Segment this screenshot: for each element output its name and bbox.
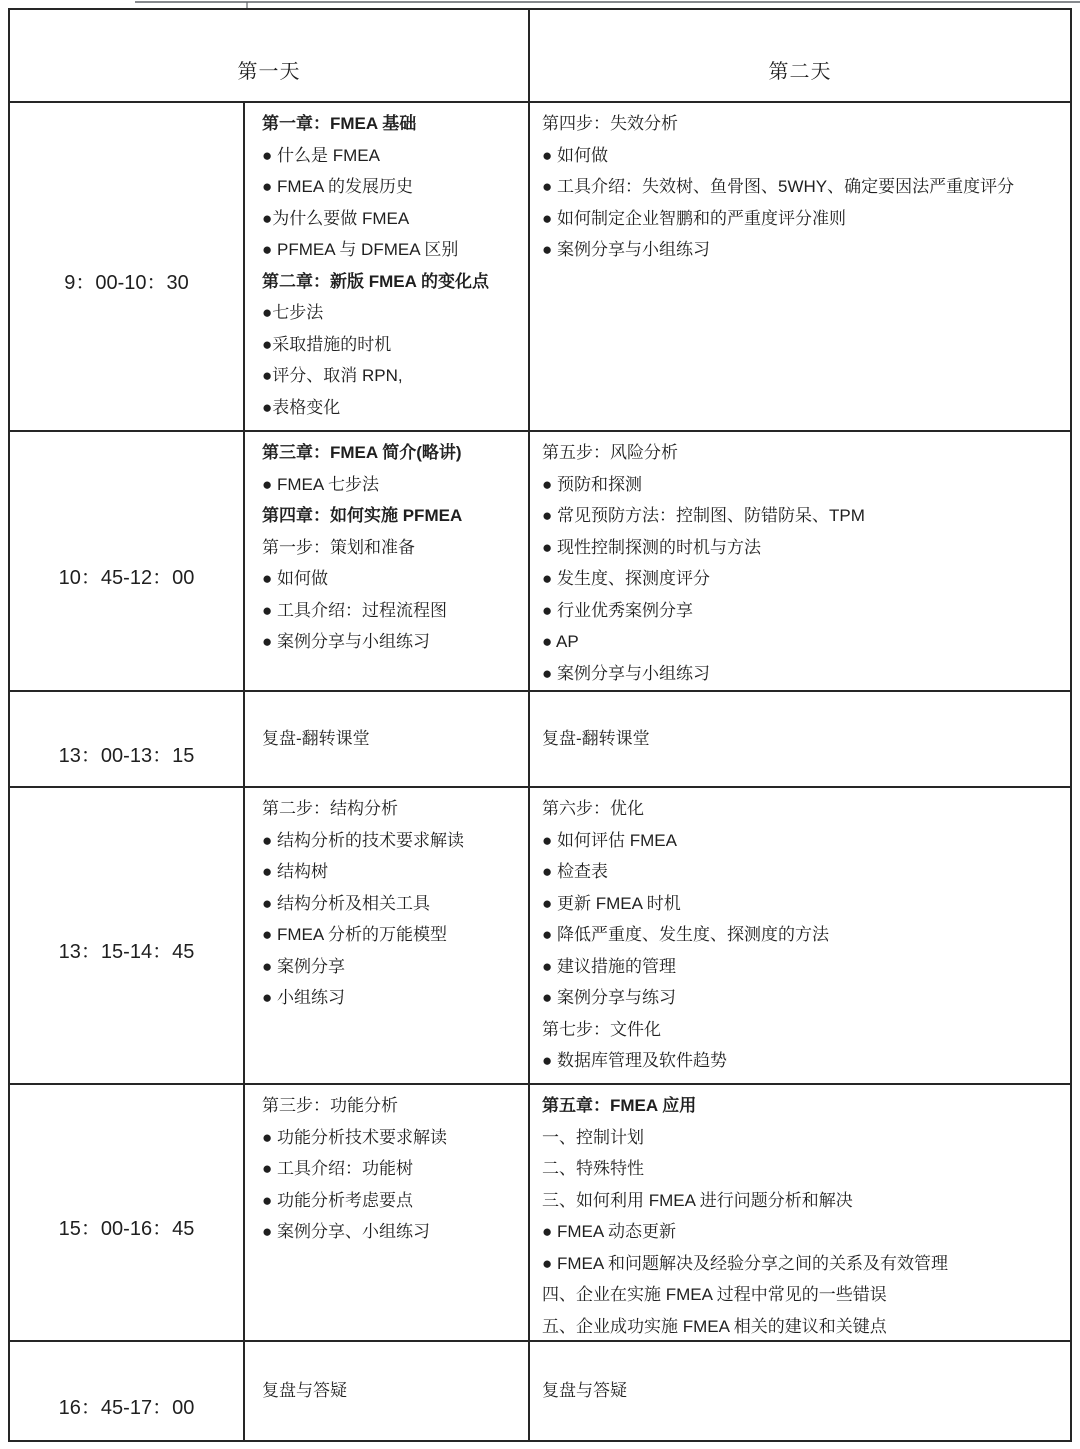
schedule-row	[10, 1342, 1070, 1440]
day2-content-cell	[530, 432, 1070, 690]
agenda-line: ● 降低严重度、发生度、探测度的方法	[542, 925, 829, 944]
schedule-row	[10, 1085, 1070, 1342]
agenda-line: ● 建议措施的管理	[542, 956, 676, 976]
agenda-line: 五、企业成功实施 FMEA 相关的建议和关键点	[542, 1316, 887, 1336]
agenda-line: 一、控制计划	[542, 1127, 644, 1147]
agenda-line: ●为什么要做 FMEA	[262, 208, 410, 228]
cropped-row-artifact	[135, 1, 1080, 3]
agenda-line: ● FMEA 七步法	[262, 474, 379, 494]
day2-header: 第二天	[768, 61, 832, 83]
chapter-heading: 第五章：FMEA 应用	[542, 1096, 697, 1115]
day1-content-cell	[245, 1085, 530, 1340]
agenda-line: ● 如何制定企业智鹏和的严重度评分准则	[542, 208, 846, 228]
day2-content-cell	[530, 1085, 1070, 1340]
schedule-row	[10, 432, 1070, 692]
agenda-line: ● 常见预防方法：控制图、防错防呆、TPM	[542, 506, 865, 525]
day2-content-cell	[530, 788, 1070, 1083]
agenda-line: ● 结构树	[262, 862, 328, 881]
agenda-line: 第一步：策划和准备	[262, 537, 415, 557]
agenda-line: ● 什么是 FMEA	[262, 145, 380, 165]
agenda-line: 第四步：失效分析	[542, 114, 678, 133]
day1-header: 第一天	[10, 10, 530, 101]
agenda-line: ● 案例分享、小组练习	[262, 1222, 430, 1241]
schedule-row	[10, 788, 1070, 1085]
agenda-line: ● 更新 FMEA 时机	[542, 893, 681, 913]
agenda-line: ● FMEA 分析的万能模型	[262, 925, 447, 944]
agenda-line: ● 如何做	[262, 569, 328, 588]
agenda-line: 第三步：功能分析	[262, 1096, 398, 1115]
day2-content-cell	[530, 103, 1070, 430]
agenda-line: ● 案例分享与练习	[542, 988, 676, 1007]
agenda-line: ● 行业优秀案例分享	[542, 600, 693, 620]
agenda-line: ● 结构分析的技术要求解读	[262, 830, 464, 850]
agenda-line: ● 数据库管理及软件趋势	[542, 1051, 727, 1070]
day1-content-cell	[245, 692, 530, 786]
time-slot: 15：00-16：45	[10, 1085, 245, 1340]
agenda-line: 四、企业在实施 FMEA 过程中常见的一些错误	[542, 1285, 887, 1304]
chapter-heading: 第二章：新版 FMEA 的变化点	[262, 271, 489, 291]
chapter-heading: 第四章：如何实施 PFMEA	[262, 506, 463, 525]
time-slot: 10：45-12：00	[10, 432, 245, 690]
agenda-line: 第二步：结构分析	[262, 799, 398, 818]
agenda-line: ● 案例分享与小组练习	[542, 663, 710, 683]
agenda-line: 三、如何利用 FMEA 进行问题分析和解决	[542, 1190, 853, 1210]
agenda-line: ● 如何评估 FMEA	[542, 830, 677, 850]
agenda-line: ●七步法	[262, 303, 324, 322]
agenda-line: 第六步：优化	[542, 799, 644, 818]
agenda-line: ● 现性控制探测的时机与方法	[542, 537, 761, 557]
day1-content-cell	[245, 432, 530, 690]
agenda-line: ● 功能分析技术要求解读	[262, 1127, 447, 1147]
agenda-line: ●表格变化	[262, 397, 341, 417]
agenda-rows	[10, 103, 1070, 1440]
agenda-line: ● 如何做	[542, 145, 608, 165]
agenda-line: ● FMEA 动态更新	[542, 1222, 676, 1241]
time-slot: 13：00-13：15	[10, 692, 245, 786]
agenda-line: ● 工具介绍：失效树、鱼骨图、5WHY、确定要因法严重度评分	[542, 177, 1015, 196]
schedule-row	[10, 103, 1070, 432]
chapter-heading: 第一章：FMEA 基础	[262, 114, 417, 133]
agenda-line: ● 小组练习	[262, 988, 345, 1007]
agenda-line: 二、特殊特性	[542, 1159, 644, 1178]
agenda-line: 第五步：风险分析	[542, 443, 678, 462]
agenda-line: ● 结构分析及相关工具	[262, 893, 430, 913]
agenda-line: 第七步：文件化	[542, 1019, 661, 1039]
agenda-line: ● 案例分享与小组练习	[262, 632, 430, 651]
agenda-line: ●评分、取消 RPN,	[262, 366, 403, 385]
day2-content-cell	[530, 692, 1070, 786]
agenda-line: ● 预防和探测	[542, 474, 642, 494]
agenda-line: 复盘-翻转课堂	[542, 729, 650, 749]
time-slot: 13：15-14：45	[10, 788, 245, 1083]
day1-content-cell	[245, 103, 530, 430]
schedule-row	[10, 692, 1070, 788]
agenda-line: ● AP	[542, 632, 579, 651]
chapter-heading: 第三章：FMEA 简介(略讲)	[262, 443, 462, 462]
agenda-line: ● PFMEA 与 DFMEA 区别	[262, 240, 459, 259]
agenda-line: ● 案例分享与小组练习	[542, 240, 710, 259]
agenda-line: ● 发生度、探测度评分	[542, 569, 710, 588]
agenda-line: ● 案例分享	[262, 956, 345, 976]
training-agenda-table	[8, 8, 1072, 1442]
day1-content-cell	[245, 788, 530, 1083]
time-slot: 9：00-10：30	[10, 103, 245, 430]
agenda-line: ●采取措施的时机	[262, 334, 392, 354]
day-header-row	[10, 10, 1070, 103]
day1-content-cell	[245, 1342, 530, 1440]
agenda-line: ● 功能分析考虑要点	[262, 1190, 413, 1210]
agenda-line: 复盘-翻转课堂	[262, 729, 370, 749]
agenda-line: ● FMEA 和问题解决及经验分享之间的关系及有效管理	[542, 1253, 948, 1273]
agenda-line: ● FMEA 的发展历史	[262, 177, 413, 196]
agenda-line: 复盘与答疑	[542, 1381, 627, 1401]
agenda-line: ● 工具介绍：功能树	[262, 1159, 413, 1178]
agenda-line: 复盘与答疑	[262, 1381, 347, 1401]
agenda-line: ● 工具介绍：过程流程图	[262, 600, 447, 620]
agenda-line: ● 检查表	[542, 862, 608, 881]
time-slot: 16：45-17：00	[10, 1342, 245, 1440]
day2-content-cell	[530, 1342, 1070, 1440]
